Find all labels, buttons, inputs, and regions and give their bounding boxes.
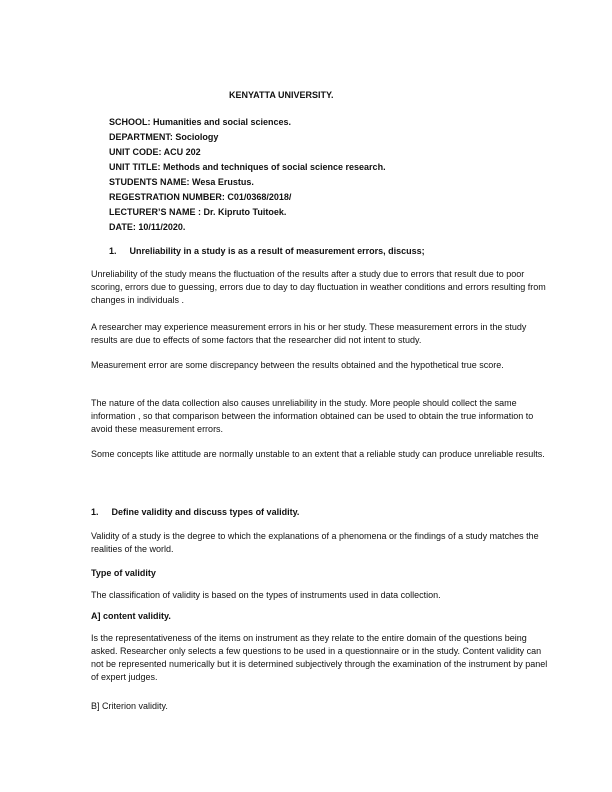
q1-paragraph-3: Measurement error are some discrepancy between the results obtained and the hypothetical true score.	[91, 360, 504, 370]
content-validity-text: Is the representativeness of the items on instrument as they relate to the entire domain of the questions being asked. Researcher only selects a few questions to be used in a questionnaire or in the study. Content validity can not be represented numerically but it is determined subjectively through the examination of the instrument by panel of expert judges.	[91, 633, 548, 682]
student-name-line: STUDENTS NAME: Wesa Erustus.	[109, 177, 254, 187]
q1-paragraph-2: A researcher may experience measurement errors in his or her study. These measurement errors in the study results are due to effects of some factors that the researcher did not intent to study.	[91, 322, 527, 345]
date-line: DATE: 10/11/2020.	[109, 222, 186, 232]
validity-classification: The classification of validity is based on the types of instruments used in data collection.	[91, 590, 441, 600]
school-line: SCHOOL: Humanities and social sciences.	[109, 117, 292, 127]
header-info-block	[109, 115, 386, 235]
q1-paragraph-4: The nature of the data collection also causes unreliability in the study. More people should collect the same information , so that comparison between the information obtained can be used to obtain the true information to avoid these measurement errors.	[91, 398, 534, 434]
question-2-number: 1.	[91, 507, 99, 517]
question-1-text: Unreliability in a study is as a result of measurement errors, discuss;	[129, 246, 425, 256]
registration-line: REGESTRATION NUMBER: C01/0368/2018/	[109, 192, 292, 202]
question-1-number: 1.	[109, 246, 117, 256]
university-title: KENYATTA UNIVERSITY.	[229, 90, 334, 100]
q1-paragraph-5: Some concepts like attitude are normally unstable to an extent that a reliable study can produce unreliable results.	[91, 449, 545, 459]
question-2-text: Define validity and discuss types of validity.	[111, 507, 300, 517]
department-line: DEPARTMENT: Sociology	[109, 132, 219, 142]
unit-code-line: UNIT CODE: ACU 202	[109, 147, 201, 157]
criterion-validity-heading: B] Criterion validity.	[91, 701, 168, 711]
content-validity-heading: A] content validity.	[91, 611, 171, 621]
unit-title-line: UNIT TITLE: Methods and techniques of social science research.	[109, 162, 386, 172]
question-2-heading	[91, 507, 299, 517]
lecturer-line: LECTURER’S NAME : Dr. Kipruto Tuitoek.	[109, 207, 287, 217]
validity-definition: Validity of a study is the degree to which the explanations of a phenomena or the findings of a study matches the realities of the world.	[91, 531, 539, 554]
question-1-heading	[109, 246, 425, 256]
document-title	[0, 90, 334, 100]
q1-paragraph-1: Unreliability of the study means the fluctuation of the results after a study due to errors that result due to poor scoring, errors due to guessing, errors due to day to day fluctuation in weather conditions and errors resulting from changes in individuals .	[91, 269, 546, 305]
types-of-validity-heading: Type of validity	[91, 568, 156, 578]
